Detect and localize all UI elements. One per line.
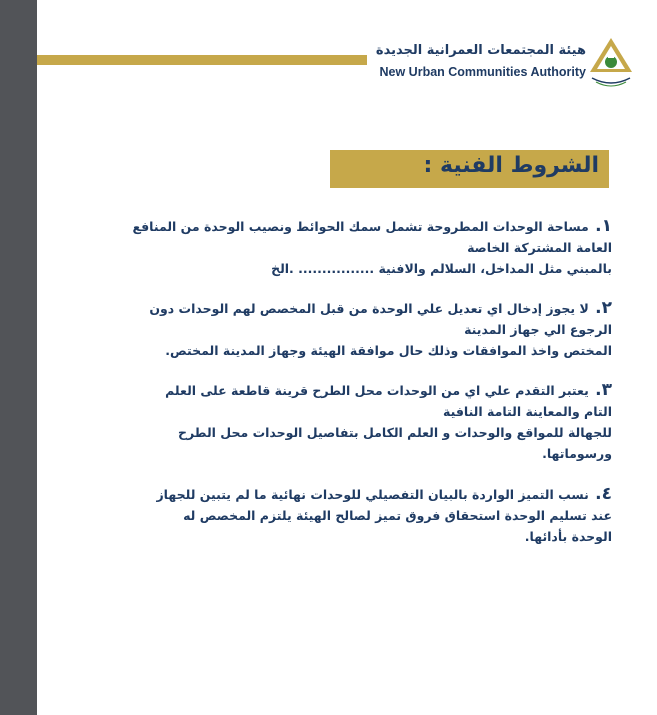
org-name-english: New Urban Communities Authority — [379, 65, 586, 79]
clause-line: بالمبني مثل المداخل، السلالم والافنية ................ .الخ — [271, 261, 612, 276]
clause-text: نسب التميز الواردة بالبيان التفصيلي للوحدات نهائية ما لم يتبين للجهاز — [156, 487, 589, 502]
clause-line: عند تسليم الوحدة استحقاق فروق تميز لصالح الهيئة يلتزم المخصص له — [183, 508, 612, 523]
clause-number: ٢. — [595, 298, 612, 318]
clause-1 — [100, 216, 612, 279]
clause-line: للجهالة للمواقع والوحدات و العلم الكامل بتفاصيل الوحدات محل الطرح — [178, 425, 612, 440]
clause-3 — [100, 380, 612, 464]
clause-number: ١. — [595, 216, 612, 236]
nuca-logo-icon — [588, 36, 634, 88]
clause-text: يعتبر التقدم علي اي من الوحدات محل الطرح قرينة قاطعة على العلم — [165, 383, 589, 398]
clause-line: الرجوع الي جهاز المدينة — [464, 322, 612, 337]
clause-line: المختص واخذ الموافقات وذلك حال موافقة الهيئة وجهاز المدينة المختص. — [165, 343, 612, 358]
clause-text: لا يجوز إدخال اي تعديل علي الوحدة من قبل المخصص لهم الوحدات دون — [149, 301, 589, 316]
clause-text: مساحة الوحدات المطروحة تشمل سمك الحوائط ونصيب الوحدة من المنافع — [132, 219, 589, 234]
clause-2 — [100, 298, 612, 361]
org-name-arabic: هيئة المجتمعات العمرانية الجديدة — [375, 43, 586, 58]
clause-line: العامة المشتركة الخاصة — [467, 240, 612, 255]
clause-line: ورسوماتها. — [542, 446, 612, 461]
clause-4 — [100, 484, 612, 547]
side-bar — [0, 0, 37, 715]
section-title: الشروط الفنية : — [330, 150, 609, 188]
clause-line — [100, 484, 612, 505]
clause-line — [100, 380, 612, 401]
clause-line — [100, 216, 612, 237]
clause-number: ٣. — [595, 380, 612, 400]
header-rule — [37, 55, 367, 65]
clause-line: الوحدة بأدائها. — [524, 529, 612, 544]
clause-line — [100, 298, 612, 319]
clause-number: ٤. — [595, 484, 612, 504]
clause-line: التام والمعاينة التامة النافية — [443, 404, 612, 419]
